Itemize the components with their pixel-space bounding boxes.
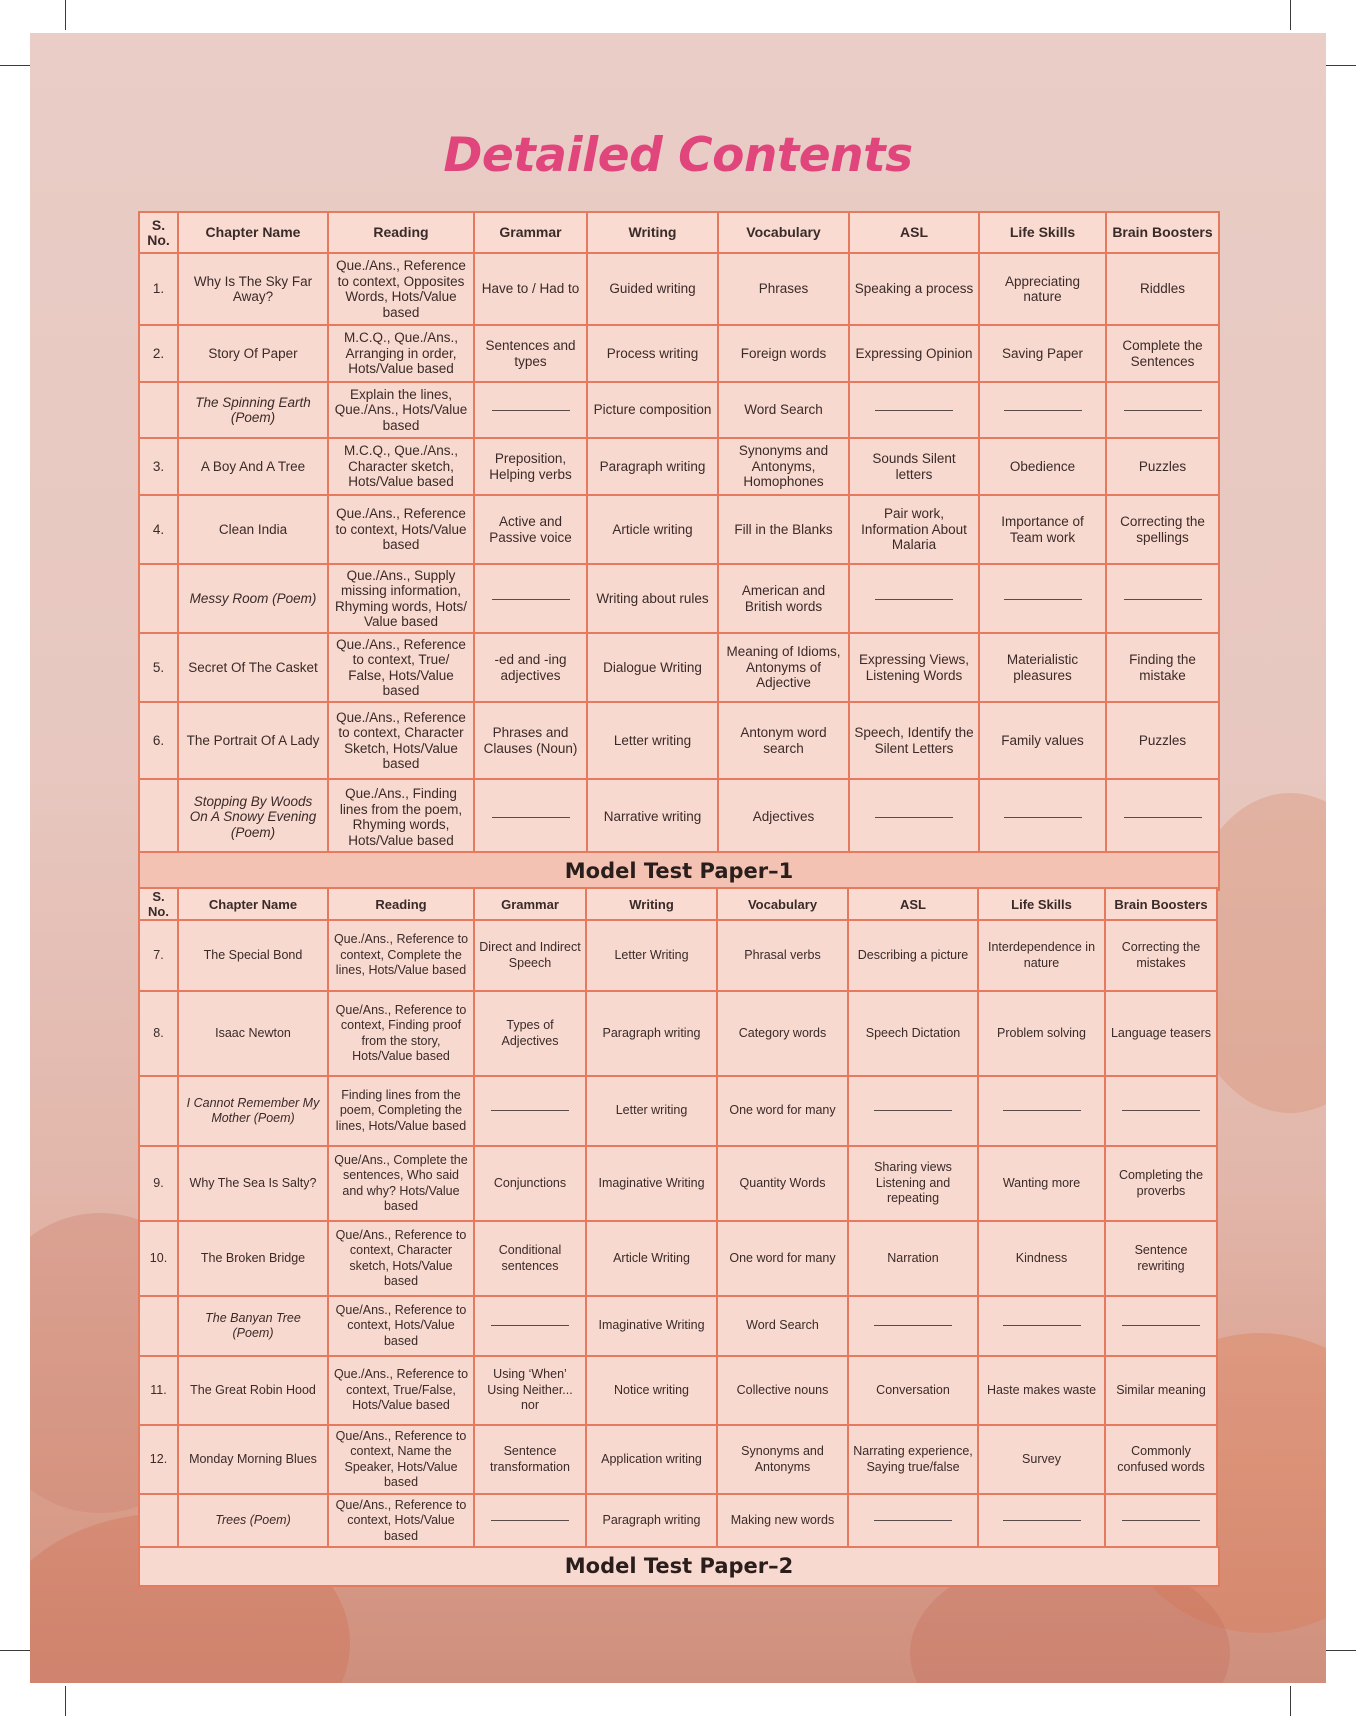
asl-cell — [848, 1076, 978, 1146]
sno-cell — [139, 564, 178, 633]
sno-cell — [139, 382, 178, 438]
brain-boosters-cell: Puzzles — [1106, 438, 1219, 495]
table-row — [139, 564, 1219, 633]
chapter-cell: The Special Bond — [178, 920, 328, 991]
header-vocabulary: Vocabulary — [718, 212, 849, 253]
table-row — [139, 382, 1219, 438]
grammar-cell: Conjunctions — [474, 1146, 586, 1221]
life-skills-cell: Saving Paper — [979, 325, 1106, 382]
header-vocabulary: Vocabulary — [717, 888, 848, 920]
reading-cell: Que./Ans., Reference to context, Opposites Words, Hots/Value based — [328, 253, 474, 325]
brain-boosters-cell: Sentence rewriting — [1105, 1221, 1217, 1296]
writing-cell: Picture composition — [587, 382, 718, 438]
header-sno: S. No. — [139, 888, 178, 920]
chapter-cell: The Broken Bridge — [178, 1221, 328, 1296]
blank-dash — [1124, 817, 1202, 818]
blank-dash — [492, 410, 570, 411]
life-skills-cell: Problem solving — [978, 991, 1105, 1076]
life-skills-cell — [979, 564, 1106, 633]
table-row — [139, 779, 1219, 855]
sno-cell: 3. — [139, 438, 178, 495]
grammar-cell: Direct and Indirect Speech — [474, 920, 586, 991]
blank-dash — [491, 1325, 569, 1326]
sno-cell — [139, 1494, 178, 1548]
grammar-cell: Active and Passive voice — [474, 495, 587, 564]
grammar-cell — [474, 382, 587, 438]
grammar-cell — [474, 1076, 586, 1146]
grammar-cell — [474, 564, 587, 633]
asl-cell: Conversation — [848, 1356, 978, 1425]
header-chapter: Chapter Name — [178, 888, 328, 920]
life-skills-cell — [979, 779, 1106, 855]
sno-cell — [139, 779, 178, 855]
grammar-cell — [474, 1296, 586, 1356]
grammar-cell: Using ‘When’ Using Neither... nor — [474, 1356, 586, 1425]
blank-dash — [1003, 1325, 1081, 1326]
page-title: Detailed Contents — [443, 128, 913, 183]
vocabulary-cell: One word for many — [717, 1076, 848, 1146]
brain-boosters-cell: Language teasers — [1105, 991, 1217, 1076]
asl-cell: Sharing views Listening and repeating — [848, 1146, 978, 1221]
grammar-cell: Sentences and types — [474, 325, 587, 382]
writing-cell: Article Writing — [586, 1221, 717, 1296]
vocabulary-cell: Meaning of Idioms, Antonyms of Adjective — [718, 633, 849, 702]
header-brain-boosters: Brain Boosters — [1106, 212, 1219, 253]
vocabulary-cell: Category words — [717, 991, 848, 1076]
asl-cell: Expressing Views, Listening Words — [849, 633, 979, 702]
life-skills-cell — [979, 382, 1106, 438]
blank-dash — [1122, 1110, 1200, 1111]
chapter-cell: Monday Morning Blues — [178, 1425, 328, 1494]
chapter-cell: Secret Of The Casket — [178, 633, 328, 702]
table-row — [139, 253, 1219, 325]
blank-dash — [491, 1520, 569, 1521]
grammar-cell — [474, 1494, 586, 1548]
life-skills-cell: Kindness — [978, 1221, 1105, 1296]
reading-cell: Que/Ans., Reference to context, Finding proof from the story, Hots/Value based — [328, 991, 474, 1076]
sno-cell: 8. — [139, 991, 178, 1076]
chapter-cell: Stopping By Woods On A Snowy Evening (Poem) — [178, 779, 328, 855]
brain-boosters-cell — [1105, 1296, 1217, 1356]
grammar-cell: Conditional sentences — [474, 1221, 586, 1296]
crop-mark — [0, 65, 30, 66]
writing-cell: Letter writing — [586, 1076, 717, 1146]
header-life-skills: Life Skills — [979, 212, 1106, 253]
table-row — [139, 1356, 1217, 1425]
brain-boosters-cell — [1106, 382, 1219, 438]
vocabulary-cell: One word for many — [717, 1221, 848, 1296]
header-brain-boosters: Brain Boosters — [1105, 888, 1217, 920]
sno-cell: 9. — [139, 1146, 178, 1221]
writing-cell: Article writing — [587, 495, 718, 564]
vocabulary-cell: Adjectives — [718, 779, 849, 855]
asl-cell — [848, 1296, 978, 1356]
chapter-cell: The Portrait Of A Lady — [178, 702, 328, 779]
writing-cell: Imaginative Writing — [586, 1146, 717, 1221]
life-skills-cell: Family values — [979, 702, 1106, 779]
writing-cell: Letter Writing — [586, 920, 717, 991]
blank-dash — [1122, 1520, 1200, 1521]
blank-dash — [1004, 599, 1082, 600]
blank-dash — [1124, 410, 1202, 411]
asl-cell: Describing a picture — [848, 920, 978, 991]
chapter-cell: Why The Sea Is Salty? — [178, 1146, 328, 1221]
reading-cell: Que./Ans., Reference to context, Character Sketch, Hots/Value based — [328, 702, 474, 779]
header-chapter: Chapter Name — [178, 212, 328, 253]
header-asl: ASL — [849, 212, 979, 253]
table-row — [139, 1296, 1217, 1356]
asl-cell: Narrating experience, Saying true/false — [848, 1425, 978, 1494]
life-skills-cell: Wanting more — [978, 1146, 1105, 1221]
blank-dash — [491, 1110, 569, 1111]
asl-cell: Pair work, Information About Malaria — [849, 495, 979, 564]
reading-cell: Que/Ans., Reference to context, Hots/Value based — [328, 1296, 474, 1356]
vocabulary-cell: Word Search — [718, 382, 849, 438]
writing-cell: Letter writing — [587, 702, 718, 779]
chapter-cell: Isaac Newton — [178, 991, 328, 1076]
blank-dash — [492, 599, 570, 600]
contents-table-2 — [138, 887, 1218, 1549]
sno-cell: 5. — [139, 633, 178, 702]
brain-boosters-cell: Finding the mistake — [1106, 633, 1219, 702]
brain-boosters-cell: Similar meaning — [1105, 1356, 1217, 1425]
table-row — [139, 1494, 1217, 1548]
table-row — [139, 1076, 1217, 1146]
blank-dash — [492, 817, 570, 818]
table-row — [139, 1146, 1217, 1221]
life-skills-cell — [978, 1494, 1105, 1548]
grammar-cell — [474, 779, 587, 855]
life-skills-cell — [978, 1076, 1105, 1146]
chapter-cell: The Banyan Tree (Poem) — [178, 1296, 328, 1356]
writing-cell: Paragraph writing — [587, 438, 718, 495]
asl-cell: Expressing Opinion — [849, 325, 979, 382]
sno-cell: 7. — [139, 920, 178, 991]
reading-cell: Finding lines from the poem, Completing the lines, Hots/Value based — [328, 1076, 474, 1146]
reading-cell: Que./Ans., Reference to context, True/False, Hots/Value based — [328, 1356, 474, 1425]
reading-cell: Que./Ans., Supply missing information, Rhyming words, Hots/ Value based — [328, 564, 474, 633]
chapter-cell: Clean India — [178, 495, 328, 564]
grammar-cell: -ed and -ing adjectives — [474, 633, 587, 702]
crop-mark — [0, 1650, 30, 1651]
life-skills-cell: Obedience — [979, 438, 1106, 495]
brain-boosters-cell: Completing the proverbs — [1105, 1146, 1217, 1221]
crop-mark — [65, 1686, 66, 1716]
life-skills-cell: Appreciating nature — [979, 253, 1106, 325]
reading-cell: Que./Ans., Reference to context, Hots/Value based — [328, 495, 474, 564]
blank-dash — [1003, 1110, 1081, 1111]
reading-cell: M.C.Q., Que./Ans., Arranging in order, Hots/Value based — [328, 325, 474, 382]
crop-mark — [65, 0, 66, 30]
chapter-cell: A Boy And A Tree — [178, 438, 328, 495]
chapter-cell: The Great Robin Hood — [178, 1356, 328, 1425]
reading-cell: Que/Ans., Reference to context, Hots/Value based — [328, 1494, 474, 1548]
chapter-cell: I Cannot Remember My Mother (Poem) — [178, 1076, 328, 1146]
life-skills-cell: Survey — [978, 1425, 1105, 1494]
model-test-paper-1: Model Test Paper–1 — [138, 851, 1220, 891]
grammar-cell: Sentence transformation — [474, 1425, 586, 1494]
reading-cell: Que./Ans., Reference to context, Complete the lines, Hots/Value based — [328, 920, 474, 991]
header-writing: Writing — [587, 212, 718, 253]
sno-cell: 12. — [139, 1425, 178, 1494]
chapter-cell: Trees (Poem) — [178, 1494, 328, 1548]
model-test-paper-2: Model Test Paper–2 — [138, 1546, 1220, 1587]
sno-cell: 10. — [139, 1221, 178, 1296]
reading-cell: Que/Ans., Reference to context, Character sketch, Hots/Value based — [328, 1221, 474, 1296]
vocabulary-cell: Fill in the Blanks — [718, 495, 849, 564]
asl-cell: Narration — [848, 1221, 978, 1296]
vocabulary-cell: Making new words — [717, 1494, 848, 1548]
header-sno: S. No. — [139, 212, 178, 253]
table-row — [139, 325, 1219, 382]
brain-boosters-cell: Puzzles — [1106, 702, 1219, 779]
vocabulary-cell: Foreign words — [718, 325, 849, 382]
writing-cell: Guided writing — [587, 253, 718, 325]
blank-dash — [1004, 817, 1082, 818]
vocabulary-cell: Collective nouns — [717, 1356, 848, 1425]
table-row — [139, 702, 1219, 779]
header-life-skills: Life Skills — [978, 888, 1105, 920]
sno-cell — [139, 1296, 178, 1356]
blank-dash — [874, 1325, 952, 1326]
vocabulary-cell: Synonyms and Antonyms, Homophones — [718, 438, 849, 495]
sno-cell: 2. — [139, 325, 178, 382]
brain-boosters-cell — [1105, 1494, 1217, 1548]
crop-mark — [1326, 65, 1356, 66]
writing-cell: Paragraph writing — [586, 991, 717, 1076]
writing-cell: Application writing — [586, 1425, 717, 1494]
blank-dash — [1003, 1520, 1081, 1521]
crop-mark — [1326, 1650, 1356, 1651]
blank-dash — [1124, 599, 1202, 600]
reading-cell: Explain the lines, Que./Ans., Hots/Value based — [328, 382, 474, 438]
brain-boosters-cell: Correcting the spellings — [1106, 495, 1219, 564]
vocabulary-cell: Phrasal verbs — [717, 920, 848, 991]
writing-cell: Notice writing — [586, 1356, 717, 1425]
table-row — [139, 1221, 1217, 1296]
sno-cell: 11. — [139, 1356, 178, 1425]
brain-boosters-cell: Complete the Sentences — [1106, 325, 1219, 382]
life-skills-cell: Haste makes waste — [978, 1356, 1105, 1425]
reading-cell: Que./Ans., Reference to context, True/ False, Hots/Value based — [328, 633, 474, 702]
reading-cell: M.C.Q., Que./Ans., Character sketch, Hots/Value based — [328, 438, 474, 495]
asl-cell: Speech, Identify the Silent Letters — [849, 702, 979, 779]
asl-cell — [849, 779, 979, 855]
blank-dash — [874, 1110, 952, 1111]
grammar-cell: Types of Adjectives — [474, 991, 586, 1076]
writing-cell: Dialogue Writing — [587, 633, 718, 702]
brain-boosters-cell: Correcting the mistakes — [1105, 920, 1217, 991]
crop-mark — [1290, 1686, 1291, 1716]
blank-dash — [875, 599, 953, 600]
life-skills-cell: Materialistic pleasures — [979, 633, 1106, 702]
chapter-cell: Story Of Paper — [178, 325, 328, 382]
asl-cell: Speaking a process — [849, 253, 979, 325]
brain-boosters-cell — [1106, 779, 1219, 855]
table-row — [139, 633, 1219, 702]
header-writing: Writing — [586, 888, 717, 920]
brain-boosters-cell — [1106, 564, 1219, 633]
life-skills-cell: Importance of Team work — [979, 495, 1106, 564]
header-asl: ASL — [848, 888, 978, 920]
table-row — [139, 920, 1217, 991]
table-row — [139, 438, 1219, 495]
blank-dash — [874, 1520, 952, 1521]
asl-cell: Sounds Silent letters — [849, 438, 979, 495]
table-row — [139, 1425, 1217, 1494]
grammar-cell: Preposition, Helping verbs — [474, 438, 587, 495]
table-row — [139, 495, 1219, 564]
sno-cell: 6. — [139, 702, 178, 779]
asl-cell — [849, 382, 979, 438]
blank-dash — [1004, 410, 1082, 411]
grammar-cell: Have to / Had to — [474, 253, 587, 325]
writing-cell: Writing about rules — [587, 564, 718, 633]
vocabulary-cell: American and British words — [718, 564, 849, 633]
writing-cell: Narrative writing — [587, 779, 718, 855]
asl-cell: Speech Dictation — [848, 991, 978, 1076]
table-header-row — [139, 888, 1217, 920]
vocabulary-cell: Antonym word search — [718, 702, 849, 779]
writing-cell: Imaginative Writing — [586, 1296, 717, 1356]
blank-dash — [875, 410, 953, 411]
header-reading: Reading — [328, 888, 474, 920]
chapter-cell: Messy Room (Poem) — [178, 564, 328, 633]
reading-cell: Que/Ans., Reference to context, Name the Speaker, Hots/Value based — [328, 1425, 474, 1494]
header-grammar: Grammar — [474, 888, 586, 920]
asl-cell — [849, 564, 979, 633]
reading-cell: Que./Ans., Finding lines from the poem, Rhyming words, Hots/Value based — [328, 779, 474, 855]
chapter-cell: Why Is The Sky Far Away? — [178, 253, 328, 325]
writing-cell: Paragraph writing — [586, 1494, 717, 1548]
life-skills-cell: Interdependence in nature — [978, 920, 1105, 991]
header-grammar: Grammar — [474, 212, 587, 253]
vocabulary-cell: Word Search — [717, 1296, 848, 1356]
reading-cell: Que/Ans., Complete the sentences, Who said and why? Hots/Value based — [328, 1146, 474, 1221]
table-header-row — [139, 212, 1219, 253]
sno-cell: 1. — [139, 253, 178, 325]
brain-boosters-cell — [1105, 1076, 1217, 1146]
vocabulary-cell: Quantity Words — [717, 1146, 848, 1221]
table-row — [139, 991, 1217, 1076]
contents-table-1 — [138, 211, 1220, 856]
asl-cell — [848, 1494, 978, 1548]
life-skills-cell — [978, 1296, 1105, 1356]
vocabulary-cell: Synonyms and Antonyms — [717, 1425, 848, 1494]
blank-dash — [875, 817, 953, 818]
sno-cell — [139, 1076, 178, 1146]
vocabulary-cell: Phrases — [718, 253, 849, 325]
chapter-cell: The Spinning Earth (Poem) — [178, 382, 328, 438]
brain-boosters-cell: Riddles — [1106, 253, 1219, 325]
brain-boosters-cell: Commonly confused words — [1105, 1425, 1217, 1494]
crop-mark — [1290, 0, 1291, 30]
header-reading: Reading — [328, 212, 474, 253]
writing-cell: Process writing — [587, 325, 718, 382]
blank-dash — [1122, 1325, 1200, 1326]
sno-cell: 4. — [139, 495, 178, 564]
grammar-cell: Phrases and Clauses (Noun) — [474, 702, 587, 779]
